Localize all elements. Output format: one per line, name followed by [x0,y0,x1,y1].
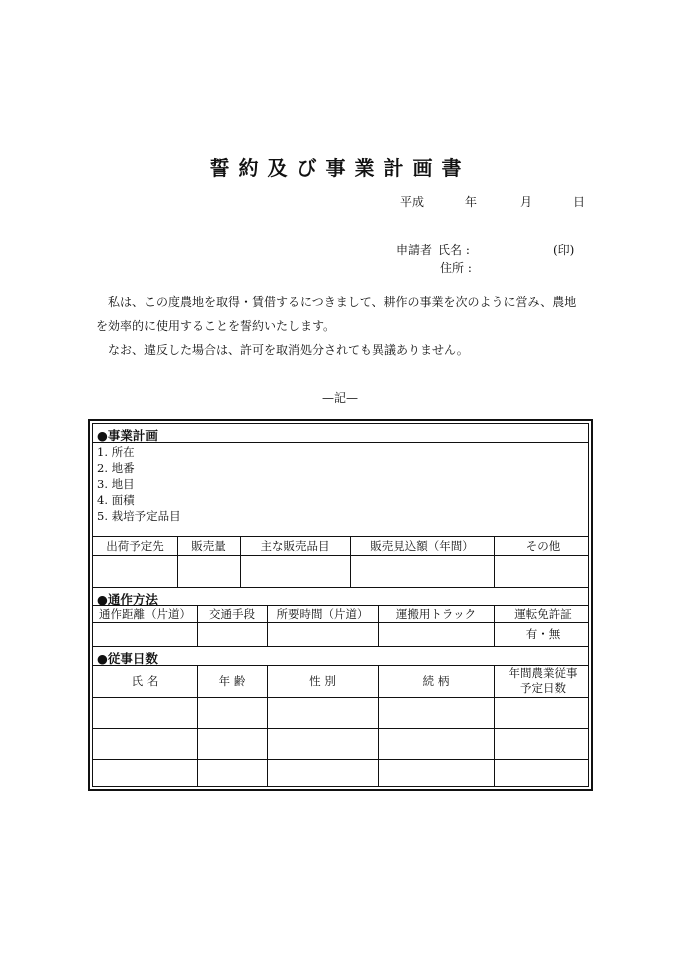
header-truck: 運搬用トラック [395,607,477,621]
header-relationship: 続 柄 [422,674,450,688]
plan-item-area: 4. 面積 [97,493,135,507]
header-transport-means: 交通手段 [209,607,255,621]
divider [93,697,588,698]
plan-item-lot-number: 2. 地番 [97,461,135,475]
plan-item-location: 1. 所在 [97,445,135,459]
date-day: 日 [573,195,586,209]
divider [93,728,588,729]
divider [93,536,588,537]
section-work-days: ●従事日数 [97,651,158,666]
header-annual-farm-days: 年間農業従事予定日数 [508,666,578,695]
date-era: 平成 [400,195,425,209]
seal-mark: (印) [553,243,575,257]
name-label: 氏名 : [438,243,470,257]
ki-heading: —記— [321,391,358,405]
date-year: 年 [465,195,478,209]
header-travel-time: 所要時間（片道） [276,607,369,621]
header-expected-sales: 販売見込額（年間） [370,539,474,553]
pledge-line-2: を効率的に使用することを誓約いたします。 [96,319,336,333]
divider [93,442,588,443]
divider [93,587,588,588]
header-main-products: 主な販売品目 [260,539,330,553]
header-age: 年 齢 [218,674,246,688]
plan-item-crops: 5. 栽培予定品目 [97,509,181,523]
divider [494,665,495,786]
header-gender: 性 別 [309,674,336,688]
pledge-line-3: なお、違反した場合は、許可を取消処分されても異議ありません。 [108,343,469,357]
divider [93,555,588,556]
plan-form [88,419,593,791]
divider [93,759,588,760]
license-options: 有・無 [525,627,561,641]
applicant-label: 申請者 [396,243,433,257]
pledge-line-1: 私は、この度農地を取得・賃借するにつきまして、耕作の事業を次のように営み、農地 [108,295,577,309]
divider [93,646,588,647]
header-commute-distance: 通作距離（片道） [99,607,191,621]
divider [93,622,588,623]
plan-item-land-category: 3. 地目 [97,477,135,491]
divider [93,605,588,606]
header-drivers-license: 運転免許証 [514,607,572,621]
header-sales-volume: 販売量 [191,539,226,553]
section-commute: ●通作方法 [97,592,158,607]
date-month: 月 [520,195,533,209]
document-title: 誓約及び事業計画書 [209,156,471,180]
header-other: その他 [525,539,561,553]
header-shipping-destination: 出荷予定先 [106,539,164,553]
section-business-plan: ●事業計画 [97,428,158,443]
address-label: 住所 : [440,261,472,275]
header-person-name: 氏 名 [131,674,159,688]
